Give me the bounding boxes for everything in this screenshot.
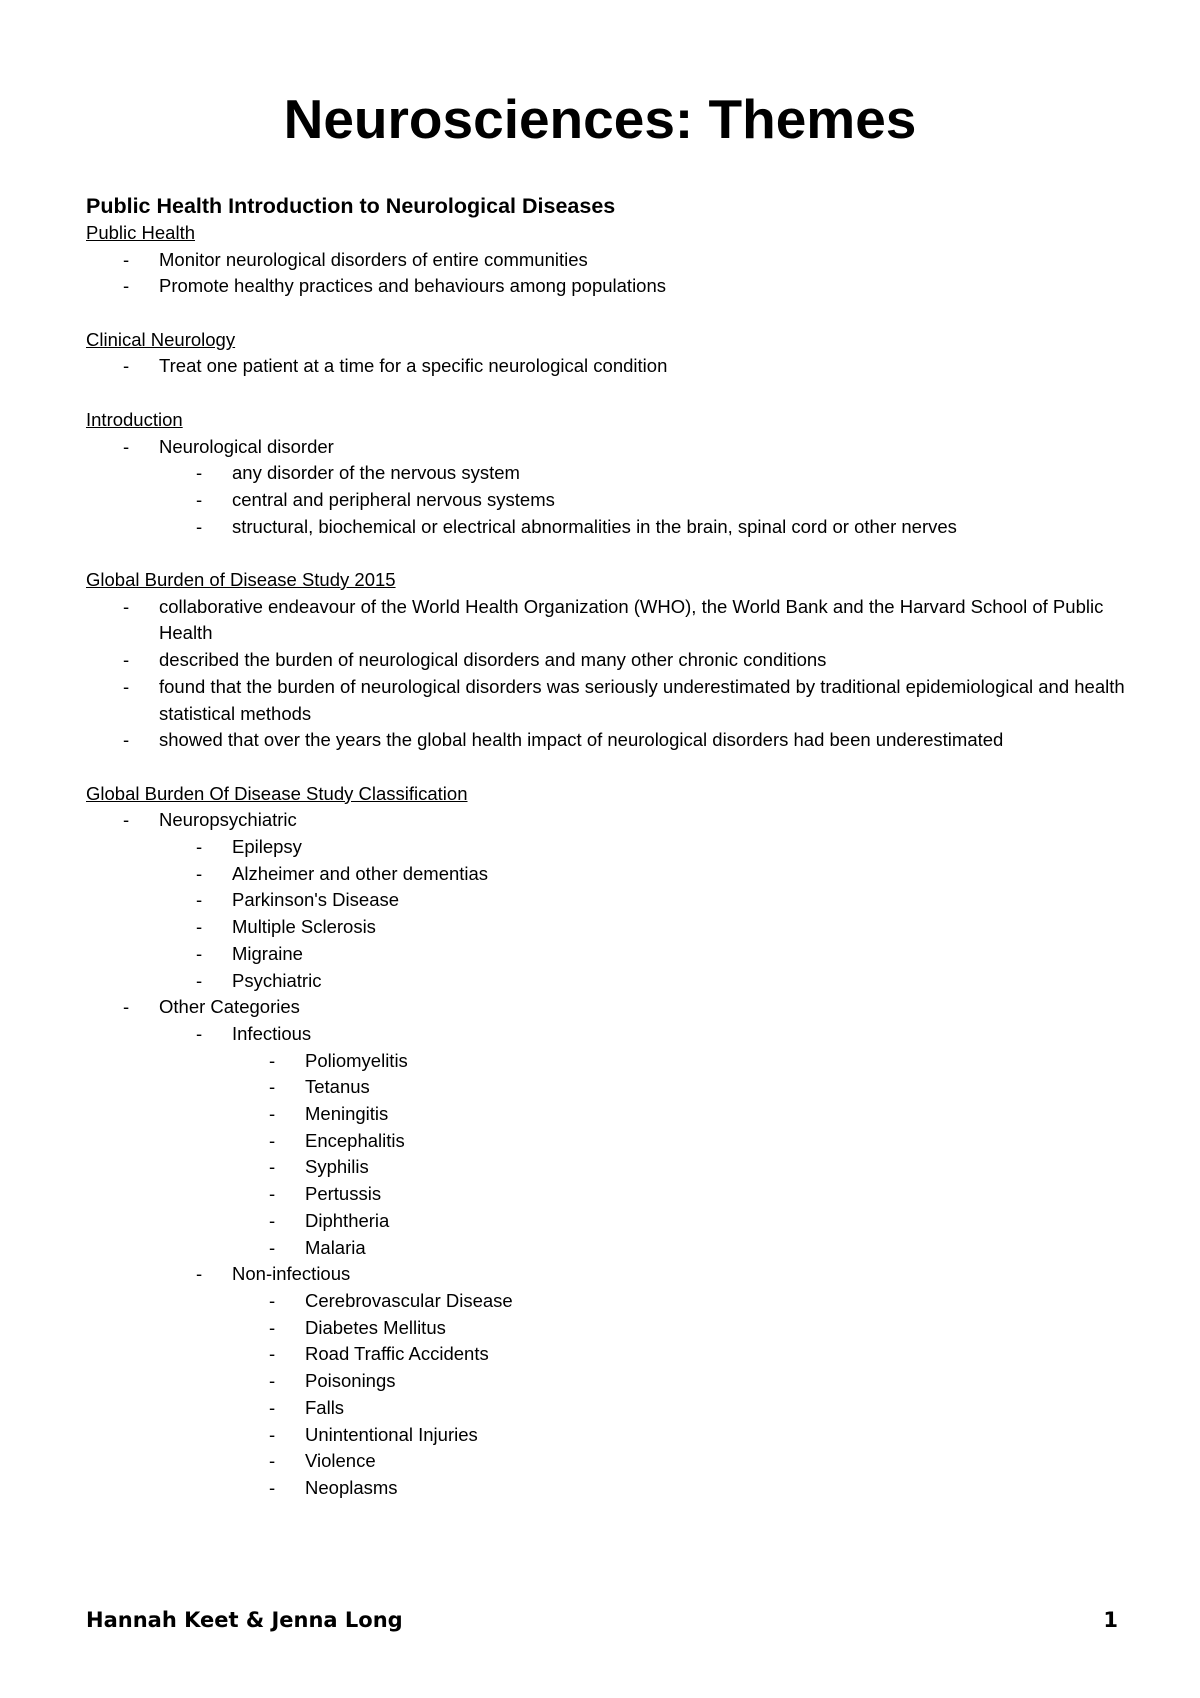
subheading-gbd-2015: Global Burden of Disease Study 2015	[86, 569, 396, 591]
section-introduction	[86, 407, 1126, 567]
list-item: - Diabetes Mellitus	[86, 1315, 1126, 1342]
bullet-dash: -	[269, 1476, 276, 1498]
list-item: - Epilepsy	[86, 834, 1126, 861]
bullet-dash: -	[196, 1022, 203, 1044]
list-item: - Pertussis	[86, 1181, 1126, 1208]
list-item: - found that the burden of neurological disorders was seriously underestimated by traditional epidemiological and health statistical methods	[123, 675, 1125, 724]
bullet-dash: -	[269, 1370, 276, 1392]
list-item: - described the burden of neurological disorders and many other chronic conditions	[86, 647, 1126, 674]
bullet-dash: -	[269, 1129, 276, 1151]
list-item: - Poisonings	[86, 1368, 1126, 1395]
page-number: 1	[1103, 1608, 1118, 1632]
list-item: - Psychiatric	[86, 968, 1126, 995]
bullet-dash: -	[269, 1209, 276, 1231]
bullet-dash: -	[123, 595, 130, 617]
bullet-dash: -	[196, 488, 203, 510]
list-item: - any disorder of the nervous system	[86, 460, 1126, 487]
list-item: - Diphtheria	[86, 1208, 1126, 1235]
bullet-dash: -	[196, 515, 203, 537]
list-item: - Encephalitis	[86, 1128, 1126, 1155]
list-item: - Treat one patient at a time for a specific neurological condition	[86, 353, 1126, 380]
list-item: - Multiple Sclerosis	[86, 914, 1126, 941]
bullet-dash: -	[269, 1076, 276, 1098]
list-item: - Neurological disorder	[86, 434, 1126, 461]
bullet-dash: -	[123, 275, 130, 297]
subheading-clinical-neurology: Clinical Neurology	[86, 328, 236, 350]
subheading-gbd-classification: Global Burden Of Disease Study Classification	[86, 782, 468, 804]
list-item: - Parkinson's Disease	[86, 887, 1126, 914]
list-item: - Tetanus	[86, 1074, 1126, 1101]
list-item: - collaborative endeavour of the World Health Organization (WHO), the World Bank and the Harvard School of Public Health	[123, 595, 1104, 644]
bullet-dash: -	[196, 942, 203, 964]
bullet-dash: -	[123, 435, 130, 457]
list-item: - Unintentional Injuries	[86, 1422, 1126, 1449]
footer-authors: Hannah Keet & Jenna Long	[86, 1608, 403, 1632]
bullet-dash: -	[123, 649, 130, 671]
bullet-dash: -	[123, 996, 130, 1018]
list-item: - Cerebrovascular Disease	[86, 1288, 1126, 1315]
section-public-health	[86, 220, 1126, 327]
bullet-dash: -	[123, 248, 130, 270]
list-item: - Other Categories	[86, 994, 1126, 1021]
list-item: - Monitor neurological disorders of entire communities	[86, 247, 1126, 274]
bullet-dash: -	[269, 1450, 276, 1472]
list-item: - Violence	[86, 1448, 1126, 1475]
list-item: - Alzheimer and other dementias	[86, 861, 1126, 888]
bullet-dash: -	[196, 836, 203, 858]
bullet-dash: -	[269, 1156, 276, 1178]
list-item: - Infectious	[86, 1021, 1126, 1048]
list-item: - Falls	[86, 1395, 1126, 1422]
bullet-dash: -	[269, 1316, 276, 1338]
list-item: - Promote healthy practices and behaviours among populations	[86, 273, 1126, 300]
document-content	[86, 192, 1126, 1502]
bullet-dash: -	[269, 1236, 276, 1258]
list-item: - showed that over the years the global health impact of neurological disorders had been underestimated	[86, 727, 1126, 754]
bullet-dash: -	[269, 1343, 276, 1365]
subheading-public-health: Public Health	[86, 222, 196, 243]
list-item: - Migraine	[86, 941, 1126, 968]
bullet-dash: -	[269, 1183, 276, 1205]
list-item: - central and peripheral nervous systems	[86, 487, 1126, 514]
list-item: - Neoplasms	[86, 1475, 1126, 1502]
document-title: Neurosciences: Themes	[283, 88, 917, 150]
subheading-introduction: Introduction	[86, 408, 183, 430]
list-item: - Poliomyelitis	[86, 1048, 1126, 1075]
bullet-dash: -	[269, 1423, 276, 1445]
list-item: - Syphilis	[86, 1154, 1126, 1181]
bullet-dash: -	[196, 862, 203, 884]
section-heading: Public Health Introduction to Neurological Diseases	[86, 194, 616, 218]
section-gbd-classification	[86, 781, 1126, 1502]
section-gbd-2015	[86, 567, 1126, 781]
section-clinical-neurology	[86, 327, 1126, 407]
bullet-dash: -	[196, 462, 203, 484]
bullet-dash: -	[269, 1289, 276, 1311]
bullet-dash: -	[196, 916, 203, 938]
bullet-dash: -	[269, 1049, 276, 1071]
list-item: - Malaria	[86, 1235, 1126, 1262]
bullet-dash: -	[123, 729, 130, 751]
bullet-dash: -	[196, 889, 203, 911]
list-item: - Non-infectious	[86, 1261, 1126, 1288]
list-item: - Meningitis	[86, 1101, 1126, 1128]
list-item: - Road Traffic Accidents	[86, 1341, 1126, 1368]
bullet-dash: -	[123, 355, 130, 377]
bullet-dash: -	[196, 1263, 203, 1285]
bullet-dash: -	[196, 969, 203, 991]
bullet-dash: -	[269, 1103, 276, 1125]
bullet-dash: -	[269, 1396, 276, 1418]
list-item: - structural, biochemical or electrical abnormalities in the brain, spinal cord or other nerves	[86, 514, 1126, 541]
bullet-dash: -	[123, 675, 130, 697]
bullet-dash: -	[123, 809, 130, 831]
list-item: - Neuropsychiatric	[86, 807, 1126, 834]
